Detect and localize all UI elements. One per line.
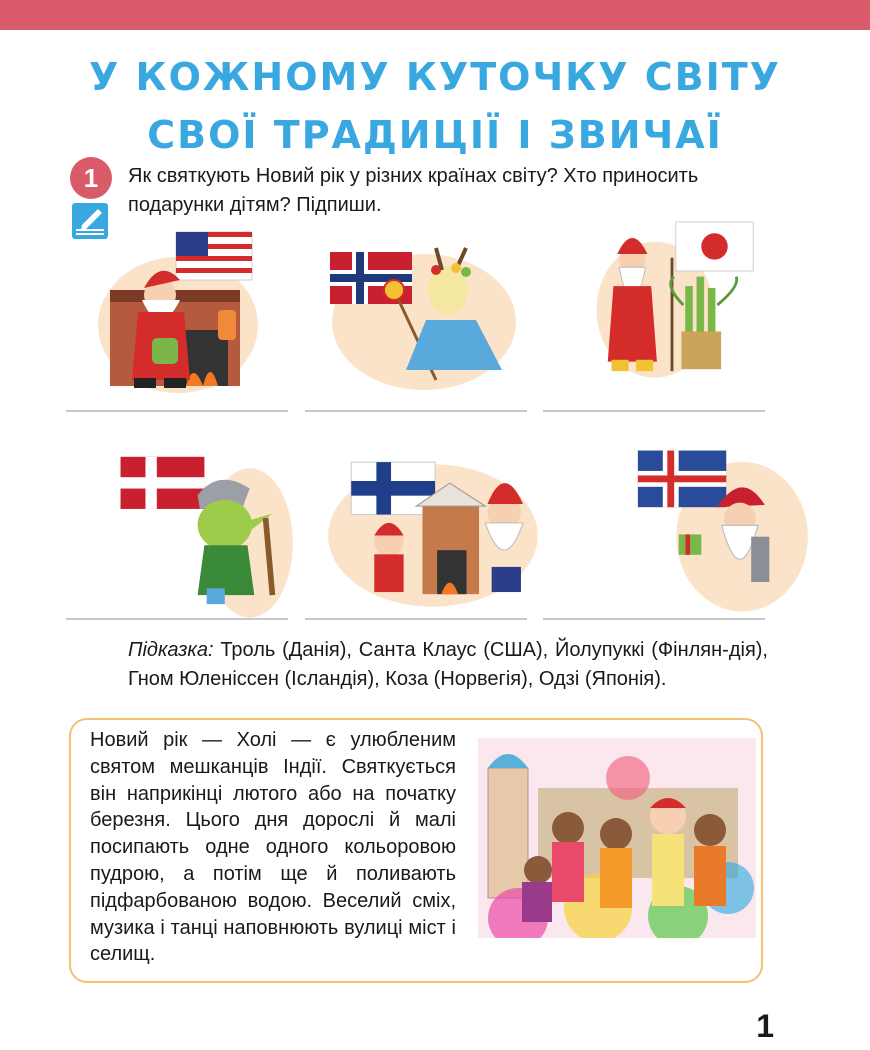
- title-line-1: У КОЖНОМУ КУТОЧКУ СВІТУ: [89, 55, 781, 99]
- santa-claus-usa-icon: [68, 230, 288, 400]
- holi-festival-icon: [478, 738, 756, 938]
- title-line-2: СВОЇ ТРАДИЦІЇ І ЗВИЧАЇ: [147, 113, 723, 157]
- troll-denmark-icon: [108, 450, 328, 620]
- task-number-badge: 1: [70, 157, 112, 199]
- hint-label: Підказка:: [128, 639, 214, 661]
- answer-line-5[interactable]: [305, 618, 527, 620]
- answer-line-6[interactable]: [543, 618, 765, 620]
- page-number: 1: [756, 1008, 774, 1044]
- iceland-flag-icon: [638, 451, 726, 508]
- goat-norway-icon: [306, 230, 526, 400]
- gnome-iceland-icon: [614, 446, 834, 616]
- answer-line-3[interactable]: [543, 410, 765, 412]
- japan-flag-icon: [676, 222, 753, 271]
- page-title: [0, 48, 870, 164]
- answer-line-4[interactable]: [66, 618, 288, 620]
- task-text: Як святкують Новий рік у різних країнах світу? Хто приносить подарунки дітям? Підпиши.: [128, 165, 699, 216]
- answer-line-1[interactable]: [66, 410, 288, 412]
- top-color-bar: [0, 0, 870, 30]
- joulupukki-finland-icon: [324, 440, 544, 610]
- denmark-flag-icon: [121, 457, 205, 509]
- usa-flag-icon: [176, 232, 252, 280]
- holi-info-text: Новий рік — Холі — є улюбленим святом мешканців Індії. Святкується він наприкінці лютого або на початку березня. Цього дня дорослі й малі посипають одне одного кольоровою пудрою, а потім ще й поливають підфарбованою водою. Веселий сміх, музика і танці наповнюють вулиці міст і селищ.: [90, 729, 456, 966]
- hint-paragraph: [128, 636, 768, 694]
- odzi-japan-icon: [545, 220, 765, 390]
- hint-text: Троль (Данія), Санта Клаус (США), Йолупуккі (Фінлян-дія), Гном Юленіссен (Ісландія), Коза (Норвегія), Одзі (Японія).: [128, 639, 768, 690]
- answer-line-2[interactable]: [305, 410, 527, 412]
